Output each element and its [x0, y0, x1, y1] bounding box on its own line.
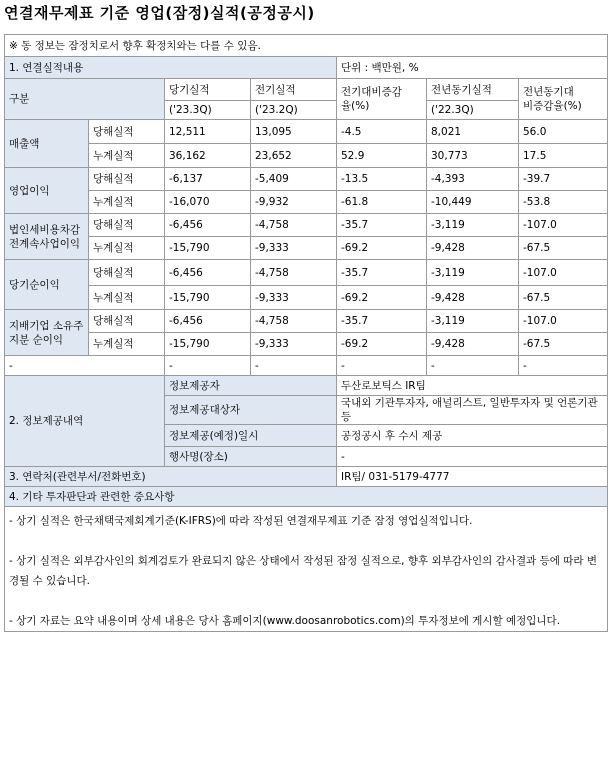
section-3-row — [5, 467, 608, 487]
table-cell: 8,021 — [427, 120, 519, 144]
table-cell: -3,119 — [427, 214, 519, 237]
table-cell: -9,428 — [427, 237, 519, 260]
info-value: 공정공시 후 수시 제공 — [337, 425, 608, 447]
table-cell: -4,758 — [251, 260, 337, 286]
table-cell: - — [337, 356, 427, 376]
info-label: 정보제공대상자 — [165, 396, 337, 425]
notice-text: ※ 동 정보는 잠정치로서 향후 확정치와는 다를 수 있음. — [5, 35, 608, 57]
note-item: - 상기 실적은 외부감사인의 회계검토가 완료되지 않은 상태에서 작성된 잠정 실적으로, 향후 외부감사인의 감사결과 등에 따라 변경될 수 있습니다. — [9, 555, 597, 587]
row-sub-label: 누계실적 — [89, 286, 165, 310]
note-item: - 상기 자료는 요약 내용이며 상세 내용은 당사 홈페이지(www.doosanrobotics.com)의 투자정보에 게시할 예정입니다. — [9, 615, 561, 627]
row-sub-label: 당해실적 — [89, 168, 165, 191]
table-cell: 30,773 — [427, 144, 519, 168]
header-prev-period: ('23.2Q) — [251, 101, 337, 120]
section-2-label: 2. 정보제공내역 — [5, 376, 165, 467]
row-sub-label: 누계실적 — [89, 333, 165, 356]
table-cell: -6,137 — [165, 168, 251, 191]
table-cell: -9,333 — [251, 286, 337, 310]
table-cell: 56.0 — [519, 120, 608, 144]
row-item-label: 영업이익 — [5, 168, 89, 214]
table-cell: -9,428 — [427, 333, 519, 356]
table-cell: -15,790 — [165, 333, 251, 356]
table-cell: 12,511 — [165, 120, 251, 144]
header-gubun: 구분 — [5, 79, 165, 120]
table-cell: -107.0 — [519, 260, 608, 286]
table-row — [5, 286, 608, 310]
row-item-label: 법인세비용차감전계속사업이익 — [5, 214, 89, 260]
table-row — [5, 214, 608, 237]
info-label: 정보제공(예정)일시 — [165, 425, 337, 447]
notice-row — [5, 35, 608, 57]
header-qoq-line2: 율(%) — [341, 100, 370, 112]
table-cell: - — [427, 356, 519, 376]
contact-value: IR팀/ 031-5179-4777 — [337, 467, 608, 487]
notes-row — [5, 507, 608, 632]
info-label: 정보제공자 — [165, 376, 337, 396]
table-cell: -67.5 — [519, 286, 608, 310]
info-label: 행사명(장소) — [165, 447, 337, 467]
table-cell: -6,456 — [165, 310, 251, 333]
unit-label: 단위 : 백만원, % — [337, 57, 608, 79]
table-cell: -67.5 — [519, 333, 608, 356]
table-cell: -6,456 — [165, 260, 251, 286]
table-cell: -9,333 — [251, 237, 337, 260]
section-3-label: 3. 연락처(관련부서/전화번호) — [5, 467, 337, 487]
header-yoy-rate-line2: 비증감율(%) — [523, 100, 582, 112]
table-cell: - — [165, 356, 251, 376]
info-value: 국내외 기관투자자, 애널리스트, 일반투자자 및 언론기관 등 — [337, 396, 608, 425]
table-cell: 13,095 — [251, 120, 337, 144]
table-cell: -4.5 — [337, 120, 427, 144]
table-cell: -10,449 — [427, 191, 519, 214]
table-cell: -4,758 — [251, 310, 337, 333]
table-cell: - — [251, 356, 337, 376]
table-row — [5, 191, 608, 214]
header-row — [5, 79, 608, 101]
table-cell: - — [5, 356, 165, 376]
row-sub-label: 누계실적 — [89, 237, 165, 260]
table-row — [5, 310, 608, 333]
header-current-period: ('23.3Q) — [165, 101, 251, 120]
info-value: 두산로보틱스 IR팀 — [337, 376, 608, 396]
table-cell: -4,758 — [251, 214, 337, 237]
table-cell: -13.5 — [337, 168, 427, 191]
table-cell: -39.7 — [519, 168, 608, 191]
table-cell: -3,119 — [427, 310, 519, 333]
table-cell: -9,333 — [251, 333, 337, 356]
table-cell: -9,932 — [251, 191, 337, 214]
table-cell: - — [519, 356, 608, 376]
table-cell: -16,070 — [165, 191, 251, 214]
table-cell: -69.2 — [337, 237, 427, 260]
row-sub-label: 당해실적 — [89, 214, 165, 237]
table-cell: -69.2 — [337, 286, 427, 310]
row-item-label: 지배기업 소유주지분 순이익 — [5, 310, 89, 356]
row-item-label: 매출액 — [5, 120, 89, 168]
table-cell: 36,162 — [165, 144, 251, 168]
table-cell: -35.7 — [337, 310, 427, 333]
table-cell: 23,652 — [251, 144, 337, 168]
page-title: 연결재무제표 기준 영업(잠정)실적(공정공시) — [4, 4, 315, 22]
table-cell: -9,428 — [427, 286, 519, 310]
header-yoy-rate — [519, 79, 608, 120]
header-qoq — [337, 79, 427, 120]
table-cell: -3,119 — [427, 260, 519, 286]
table-row — [5, 168, 608, 191]
row-item-label: 당기순이익 — [5, 260, 89, 310]
table-cell: -53.8 — [519, 191, 608, 214]
table-row — [5, 120, 608, 144]
table-cell: -15,790 — [165, 237, 251, 260]
dash-row — [5, 356, 608, 376]
table-cell: 17.5 — [519, 144, 608, 168]
table-row — [5, 260, 608, 286]
table-cell: -67.5 — [519, 237, 608, 260]
info-value: - — [337, 447, 608, 467]
table-cell: -5,409 — [251, 168, 337, 191]
notes-cell — [5, 507, 608, 632]
section-4-row — [5, 487, 608, 507]
table-row — [5, 237, 608, 260]
table-row — [5, 144, 608, 168]
section-4-label: 4. 기타 투자판단과 관련한 중요사항 — [5, 487, 608, 507]
table-cell: -107.0 — [519, 310, 608, 333]
section-1-row — [5, 57, 608, 79]
table-cell: -4,393 — [427, 168, 519, 191]
table-cell: -69.2 — [337, 333, 427, 356]
header-yoy: 전년동기실적 — [427, 79, 519, 101]
row-sub-label: 당해실적 — [89, 310, 165, 333]
row-sub-label: 당해실적 — [89, 120, 165, 144]
section-2-row — [5, 376, 608, 396]
table-cell: -6,456 — [165, 214, 251, 237]
table-cell: -35.7 — [337, 260, 427, 286]
header-current: 당기실적 — [165, 79, 251, 101]
table-cell: -107.0 — [519, 214, 608, 237]
table-cell: 52.9 — [337, 144, 427, 168]
table-cell: -15,790 — [165, 286, 251, 310]
table-cell: -35.7 — [337, 214, 427, 237]
row-sub-label: 누계실적 — [89, 191, 165, 214]
header-yoy-rate-line1: 전년동기대 — [523, 86, 574, 98]
table-cell: -61.8 — [337, 191, 427, 214]
disclosure-table — [4, 34, 608, 632]
header-qoq-line1: 전기대비증감 — [341, 86, 402, 98]
header-prev: 전기실적 — [251, 79, 337, 101]
table-row — [5, 333, 608, 356]
section-1-label: 1. 연결실적내용 — [5, 57, 337, 79]
row-sub-label: 당해실적 — [89, 260, 165, 286]
row-sub-label: 누계실적 — [89, 144, 165, 168]
note-item: - 상기 실적은 한국채택국제회계기준(K-IFRS)에 따라 작성된 연결재무제표 기준 잠정 영업실적입니다. — [9, 515, 473, 527]
header-yoy-period: ('22.3Q) — [427, 101, 519, 120]
